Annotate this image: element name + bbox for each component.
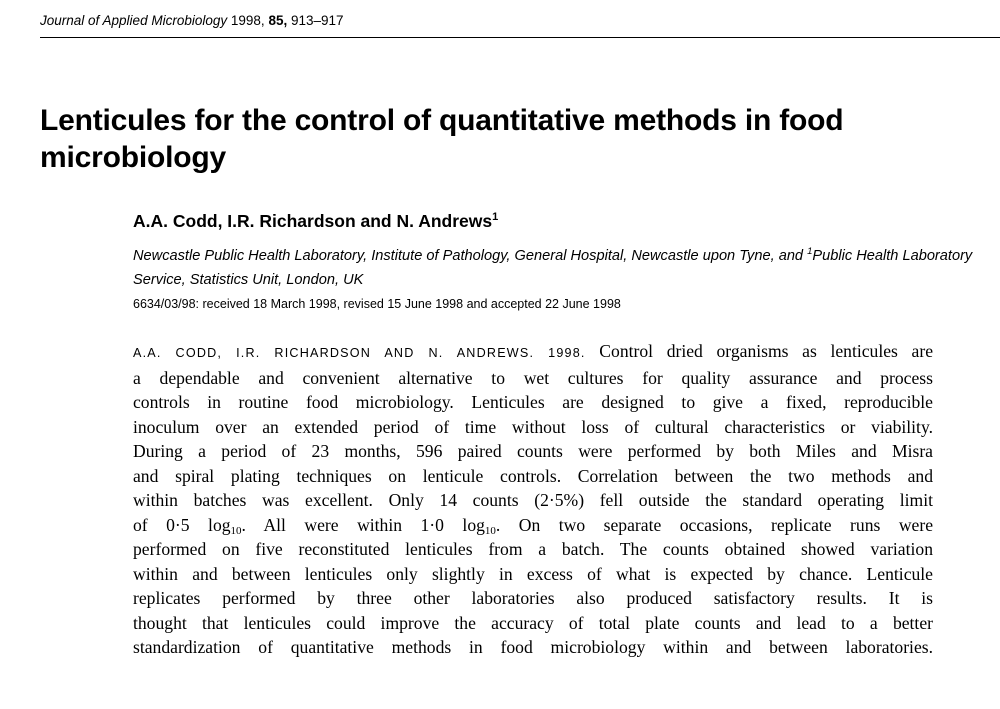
affiliation-marker: 1 [807,246,813,257]
article-title: Lenticules for the control of quantitative methods in food microbiology [40,104,844,174]
abstract-line: a dependable and convenient alternative to wet cultures for quality assurance and process [133,367,933,388]
abstract-line [133,513,933,538]
received-dates: 6634/03/98: received 18 March 1998, revised 15 June 1998 and accepted 22 June 1998 [133,297,621,311]
running-header [40,13,1000,34]
abstract-line: inoculum over an extended period of time without loss of cultural characteristics or viability. [133,416,933,437]
abstract-line: within batches was excellent. Only 14 counts (2·5%) fell outside the standard operating limit [133,490,933,510]
journal-volume: 85, [268,13,288,28]
header-rule [40,37,1000,38]
affiliation-primary: Newcastle Public Health Laboratory, Institute of Pathology, General Hospital, Newcastle upon Tyne, and [133,247,804,264]
abstract-line: During a period of 23 months, 596 paired counts were performed by both Miles and Misra [133,441,933,461]
journal-pages: 913–917 [290,13,344,28]
abstract-citation: A.A. CODD, I.R. RICHARDSON AND N. ANDREWS. 1998. [133,346,586,360]
abstract-text: of 0·5 log [133,514,231,535]
journal-name: Journal of Applied Microbiology [40,13,228,28]
abstract-text: . All were within 1·0 log [241,514,485,535]
log-subscript: 10 [484,524,496,537]
abstract-line: within and between lenticules only slightly in excess of what is expected by chance. Lenticule [133,563,933,584]
abstract-text: Control dried organisms as lenticules are [599,341,933,361]
abstract [133,339,933,660]
author-affiliation-marker: 1 [492,211,499,224]
author-names: A.A. Codd, I.R. Richardson and N. Andrews [133,211,493,231]
abstract-line: performed on five reconstituted lenticules from a batch. The counts obtained showed variation [133,539,933,559]
affiliation-secondary: Public Health Laboratory Service, Statistics Unit, London, UK [133,247,973,288]
abstract-line: thought that lenticules could improve the accuracy of total plate counts and lead to a better [133,612,933,633]
affiliation [133,240,973,292]
abstract-line: controls in routine food microbiology. Lenticules are designed to give a fixed, reproducible [133,392,933,412]
abstract-line: replicates performed by three other laboratories also produced satisfactory results. It is [133,588,933,608]
journal-year: 1998, [230,13,265,28]
abstract-line: and spiral plating techniques on lenticule controls. Correlation between the two methods and [133,465,933,486]
log-subscript: 10 [230,524,242,537]
author-list [133,211,498,232]
abstract-line [133,339,933,366]
abstract-text: . On two separate occasions, replicate runs were [495,514,934,535]
abstract-line: standardization of quantitative methods in food microbiology within and between laboratories. [133,637,933,657]
